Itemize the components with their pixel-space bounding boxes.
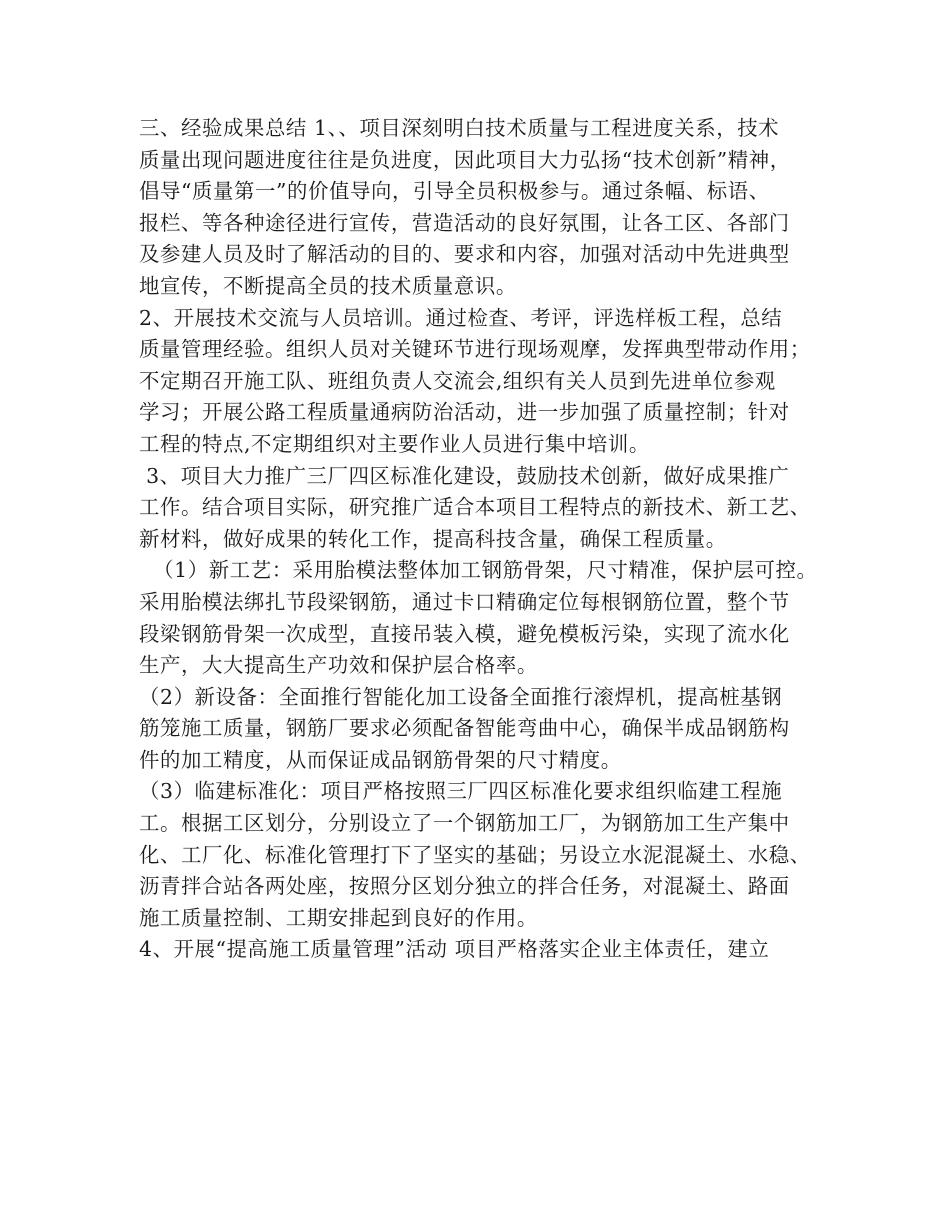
text-line: 2、开展技术交流与人员培训。通过检查、考评，评选样板工程，总结 (139, 305, 783, 330)
text-line: 倡导“质量第一”的价值导向，引导全员积极参与。通过条幅、标语、 (139, 179, 770, 204)
text-line: 筋笼施工质量，钢筋厂要求必须配备智能弯曲中心，确保半成品钢筋构 (139, 716, 790, 741)
text-line: 3、项目大力推广三厂四区标准化建设，鼓励技术创新，做好成果推广 (139, 463, 790, 488)
text-line: 三、经验成果总结 1、、项目深刻明白技术质量与工程进度关系，技术 (139, 116, 780, 140)
text-line: 工。根据工区划分，分别设立了一个钢筋加工厂，为钢筋加工生产集中 (139, 811, 790, 836)
text-line: 件的加工精度，从而保证成品钢筋骨架的尺寸精度。 (139, 747, 622, 772)
text-line: （1）新工艺：采用胎模法整体加工钢筋骨架，尺寸精准，保护层可控。 (139, 558, 818, 583)
document-body (139, 113, 839, 966)
text-line: 沥青拌合站各两处座，按照分区划分独立的拌合任务，对混凝土、路面 (139, 874, 790, 899)
text-line: 报栏、等各种途径进行宣传，营造活动的良好氛围，让各工区、各部门 (139, 210, 790, 235)
text-line: （2）新设备：全面推行智能化加工设备全面推行滚焊机，提高桩基钢 (139, 684, 783, 709)
text-line: 及参建人员及时了解活动的目的、要求和内容，加强对活动中先进典型 (139, 242, 790, 267)
text-line: 地宣传，不断提高全员的技术质量意识。 (139, 273, 517, 298)
text-line: 施工质量控制、工期安排起到良好的作用。 (139, 905, 538, 930)
text-line: 化、工厂化、标准化管理打下了坚实的基础；另设立水泥混凝土、水稳、 (139, 842, 811, 867)
text-line: 质量出现问题进度往往是负进度，因此项目大力弘扬“技术创新”精神， (139, 147, 791, 172)
text-line: 工作。结合项目实际，研究推广适合本项目工程特点的新技术、新工艺、 (139, 495, 811, 520)
text-line: （3）临建标准化：项目严格按照三厂四区标准化要求组织临建工程施 (139, 779, 783, 804)
text-line: 段梁钢筋骨架一次成型，直接吊装入模，避免模板污染，实现了流水化 (139, 621, 790, 646)
text-line: 生产，大大提高生产功效和保护层合格率。 (139, 653, 538, 678)
text-line: 采用胎模法绑扎节段梁钢筋，通过卡口精确定位每根钢筋位置，整个节 (139, 589, 790, 614)
text-line: 工程的特点,不定期组织对主要作业人员进行集中培训。 (139, 431, 650, 456)
text-line: 不定期召开施工队、班组负责人交流会,组织有关人员到先进单位参观 (139, 368, 776, 393)
text-line: 4、开展“提高施工质量管理”活动 项目严格落实企业主体责任，建立 (139, 937, 770, 962)
text-line: 学习；开展公路工程质量通病防治活动，进一步加强了质量控制；针对 (139, 400, 790, 425)
text-line: 质量管理经验。组织人员对关键环节进行现场观摩，发挥典型带动作用； (139, 337, 811, 362)
text-line: 新材料，做好成果的转化工作，提高科技含量，确保工程质量。 (139, 526, 727, 551)
